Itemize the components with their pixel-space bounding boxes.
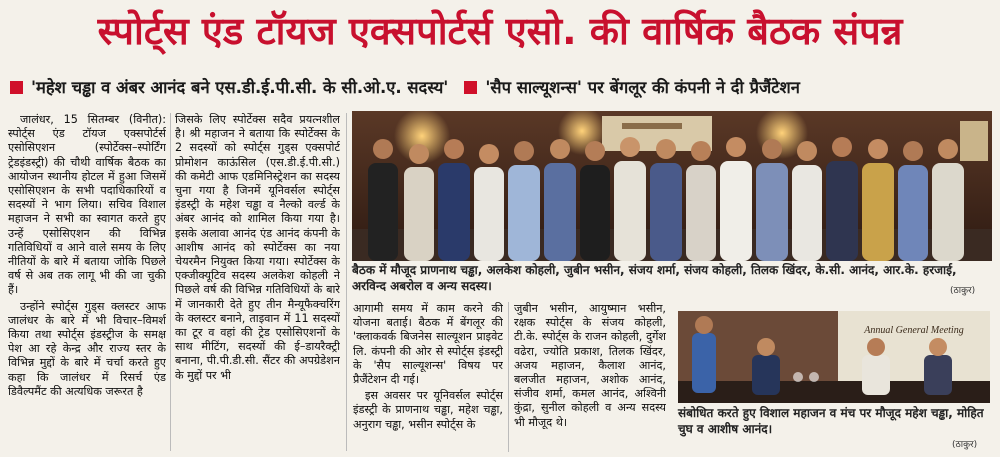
column-divider (346, 113, 347, 451)
article-paragraph: उन्होंने स्पोर्ट्स गुड्स क्लस्टर आफ जालंधर के बारे में भी विचार–विमर्श किया तथा स्पोर्ट्स इंडस्ट्रीज के समक्ष पेश आ रहे केन्द्र और राज्य स्तर के विभिन्न मुद्दों के बारे में चर्चा करते हुए कहा कि जालंधर में रिसर्च एंड डिवैल्पमैंट की अत्यधिक जरूरत है (8, 299, 166, 398)
bullet-square-icon (10, 81, 23, 94)
group-photo (352, 111, 992, 261)
column-divider (170, 113, 171, 451)
subhead-1: 'महेश चड्ढा व अंबर आनंद बने एस.डी.ई.पी.सी. के सी.ओ.ए. सदस्य' (31, 78, 449, 97)
article-paragraph: इस अवसर पर यूनिवर्सल स्पोर्ट्स इंडस्ट्री के प्राणनाथ चड्ढा, महेश चड्ढा, अनुराग चड्ढा, भसीन स्पोर्ट्स के (353, 389, 503, 431)
article-column-4 (514, 302, 666, 452)
article-column-2 (175, 113, 340, 451)
article-paragraph: जालंधर, 15 सितम्बर (विनीत): स्पोर्ट्स एंड टॉयज एक्सपोर्टर्स एसोसिएशन (स्पोर्टेक्स–स्पोर्टिंग ट्रेडइंडस्ट्री) की चौथी वार्षिक बैठक का आयोजन स्थानीय होटल में हुआ जिसमें एसोसिएशन के सभी पदाधिकारियों व सदस्यों ने भाग लिया। सचिव विशाल महाजन ने सभी का स्वागत करते हुए उन्हें एसोसिएशन की विभिन्न गतिविधियों व आने वाले समय के लिए नीतियों के बारे में बताया जोकि पिछले वर्ष से अब तक लागू भी की जा चुकी हैं। (8, 113, 166, 297)
stage-photo-illustration (678, 311, 990, 403)
article-paragraph: आगामी समय में काम करने की योजना बताई। बैठक में बेंगलूर की 'क्लाकवर्क बिजनेस साल्यूशन प्राइवेट लि. कंपनी की ओर से स्पोर्ट्स इंडस्ट्री के 'सैप साल्यूशन्स' विषय पर प्रैजैंटेशन दी गई। (353, 302, 503, 387)
headline: स्पोर्ट्स एंड टॉयज एक्सपोर्टर्स एसो. की वार्षिक बैठक संपन्न (97, 9, 903, 53)
bullet-square-icon (464, 81, 477, 94)
stage-photo (678, 311, 990, 403)
photo-credit: (ठाकुर) (952, 440, 978, 450)
photo-caption: बैठक में मौजूद प्राणनाथ चड्ढा, अलकेश कोहली, जुबीन भसीन, संजय शर्मा, संजय कोहली, तिलक खिंदर, के.सी. आनंद, आर.के. हरजाई, अरविन्द अबरोल व अन्य सदस्य। (352, 263, 957, 293)
photo-caption: संबोधित करते हुए विशाल महाजन व मंच पर मौजूद महेश चड्ढा, मोहित चुघ व आशीष आनंद। (678, 406, 984, 436)
article-column-3 (353, 302, 503, 452)
subhead-2: 'सैप साल्यूशन्स' पर बेंगलूर की कंपनी ने दी प्रैजैंटेशन (485, 78, 800, 97)
subheadline (10, 74, 990, 102)
article-paragraph: जुबीन भसीन, आयुष्मान भसीन, रक्षक स्पोर्ट्स के संजय कोहली, टी.के. स्पोर्ट्स के राजन कोहली, दुर्गेश वढेरा, ज्योति प्रकाश, तिलक खिंदर, अजय महाजन, कैलाश आनंद, बलजीत महाजन, अशोक आनंद, संजीव शर्मा, कमल आनंद, अश्विनी कुंद्रा, सुनील कोहली व अन्य सदस्य भी मौजूद थे। (514, 302, 666, 429)
article-paragraph: जिसके लिए स्पोर्टेक्स सदैव प्रयत्नशील है। श्री महाजन ने बताया कि स्पोर्टेक्स के 2 सदस्यों को स्पोर्ट्स गुड्स एक्सपोर्ट प्रोमोशन काऊंसिल (एस.डी.ई.पी.सी.) की कमेटी आफ एडमिनिस्ट्रेशन का सदस्य चुना गया है जिनमें यूनिवर्सल स्पोर्ट्स इंडस्ट्री के महेश चड्ढा व नैल्को वर्ल्ड के अंबर आनंद को शामिल किया गया है। इसके अलावा आनंद एंड आनंद कंपनी के आशीष आनंद को स्पोर्टेक्स का नया चेयरमैन नियुक्त किया गया। स्पोर्टेक्स के एक्जीक्यूटिव सदस्य अलकेश कोहली ने पिछले वर्ष की विभिन्न गतिविधियों के बारे में जानकारी देते हुए तीन मैन्यूफैक्चरिंग के क्लस्टर बनाने, ताइवान में 11 सदस्यों का टूर व वहां की ट्रेड एसोसिएशनों के साथ मीटिंग, सदस्यों की ई–डायरैक्ट्री बनाना, पी.पी.डी.सी. सैंटर की अपग्रेडेशन के मुद्दों पर भी (175, 113, 340, 382)
article-column-1 (8, 113, 166, 451)
group-photo-illustration (352, 111, 992, 261)
banner-text: Annual General Meeting (864, 325, 964, 336)
photo-credit: (ठाकुर) (950, 286, 976, 296)
column-divider (508, 302, 509, 452)
